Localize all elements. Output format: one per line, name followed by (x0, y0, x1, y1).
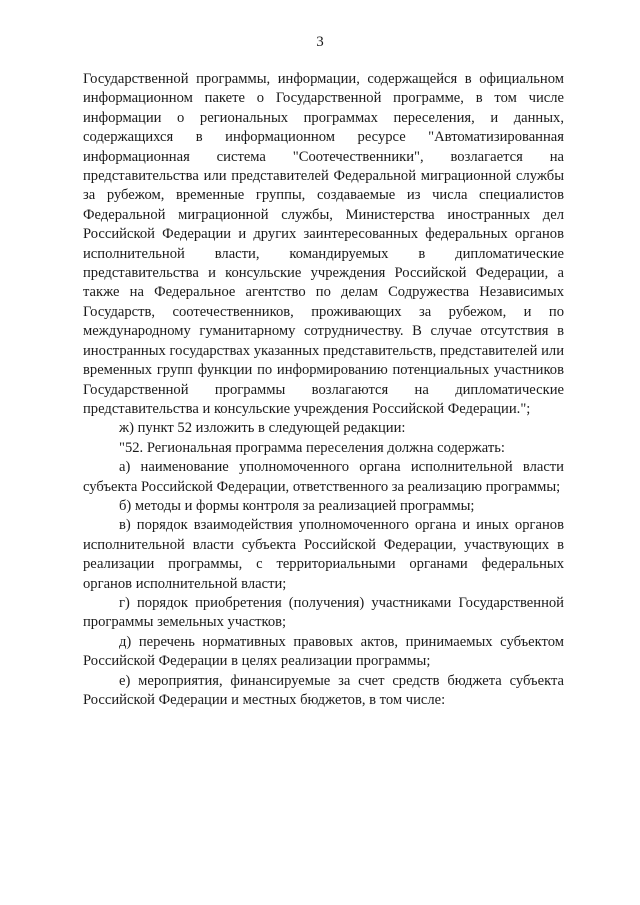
document-body (83, 70, 564, 710)
paragraph-clause-52: "52. Региональная программа переселения должна содержать: (119, 439, 505, 456)
page-number: 3 (316, 34, 324, 50)
paragraph-item-v: в) порядок взаимодействия уполномоченного органа и иных органов исполнительной власти субъекта Российской Федерации, участвующих в реализации программы, с территориальными органами федеральных органов исполнительной власти; (83, 517, 564, 592)
paragraph-item-a: а) наименование уполномоченного органа исполнительной власти субъекта Российской Федерации, ответственного за реализацию программы; (83, 459, 564, 495)
paragraph-item-zh: ж) пункт 52 изложить в следующей редакции: (119, 420, 406, 437)
paragraph-item-g: г) порядок приобретения (получения) участниками Государственной программы земельных участков; (83, 594, 564, 631)
paragraph-item-b: б) методы и формы контроля за реализацией программы; (119, 497, 475, 514)
paragraph-item-e: е) мероприятия, финансируемые за счет средств бюджета субъекта Российской Федерации и местных бюджетов, в том числе: (83, 672, 564, 708)
paragraph-item-d: д) перечень нормативных правовых актов, принимаемых субъектом Российской Федерации в целях реализации программы; (83, 633, 564, 670)
paragraph-continuation: Государственной программы, информации, содержащейся в официальном информационном пакете о Государственной программе, в том числе информации о региональных программах переселения, и данных, содержащихся в информационном ресурсе "Автоматизированная информационная система "Соотечественники", возлагается на представительства или представителей Федеральной миграционной службы за рубежом, временные группы, создаваемые из числа специалистов Федеральной миграционной службы, Министерства иностранных дел Российской Федерации и других заинтересованных федеральных органов исполнительной власти, командируемых в дипломатические представительства и консульские учреждения Российской Федерации, а также на Федеральное агентство по делам Содружества Независимых Государств, соотечественников, проживающих за рубежом, и по международному гуманитарному сотрудничеству. В случае отсутствия в иностранных государствах указанных представительств, представителей или временных групп функции по информированию потенциальных участников Государственной программы возлагаются на дипломатические представительства и консульские учреждения Российской Федерации."; (83, 71, 564, 417)
